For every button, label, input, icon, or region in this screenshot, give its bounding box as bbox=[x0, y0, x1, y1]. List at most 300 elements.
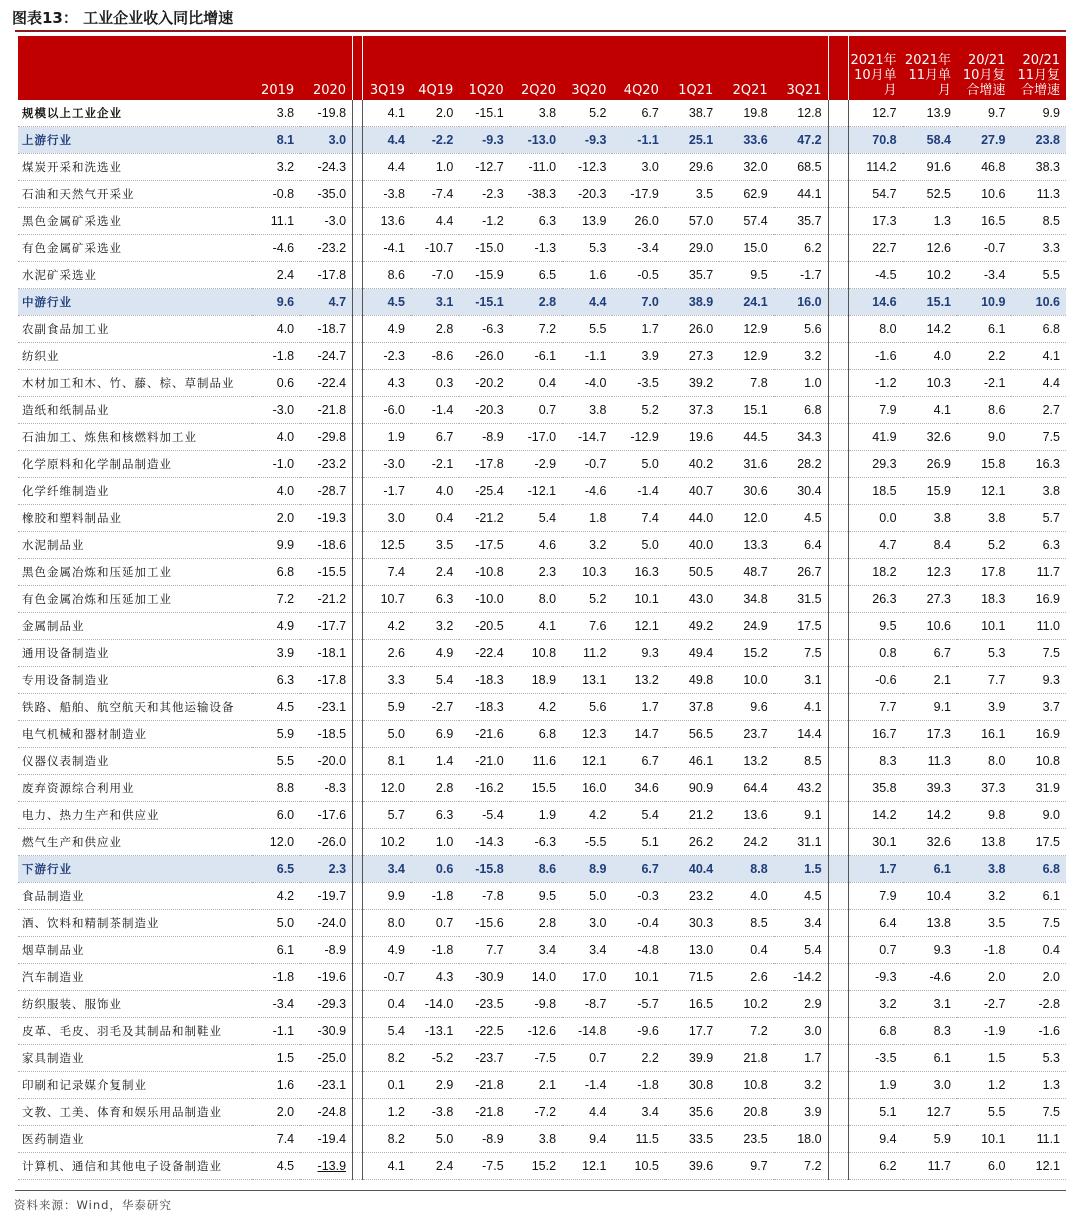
value-cell: -15.1 bbox=[459, 100, 509, 127]
value-cell: 10.1 bbox=[612, 964, 664, 991]
table-row bbox=[18, 667, 1066, 694]
table-row bbox=[18, 478, 1066, 505]
value-cell: -13.0 bbox=[510, 127, 562, 154]
column-separator bbox=[353, 1153, 363, 1180]
row-label: 通用设备制造业 bbox=[18, 640, 252, 667]
value-cell: -0.8 bbox=[252, 181, 300, 208]
row-label: 专用设备制造业 bbox=[18, 667, 252, 694]
value-cell: 23.2 bbox=[665, 883, 719, 910]
value-cell: -15.8 bbox=[459, 856, 509, 883]
value-cell: 16.5 bbox=[957, 208, 1011, 235]
value-cell: 6.9 bbox=[411, 721, 459, 748]
value-cell: -1.8 bbox=[957, 937, 1011, 964]
value-cell: 9.3 bbox=[612, 640, 664, 667]
value-cell: 10.3 bbox=[903, 370, 957, 397]
table-row bbox=[18, 316, 1066, 343]
value-cell: -21.6 bbox=[459, 721, 509, 748]
row-label: 下游行业 bbox=[18, 856, 252, 883]
value-cell: 5.4 bbox=[510, 505, 562, 532]
column-header: 2021年10月单月 bbox=[848, 36, 902, 100]
value-cell: 4.1 bbox=[363, 100, 411, 127]
value-cell: 26.0 bbox=[612, 208, 664, 235]
value-cell: 13.2 bbox=[719, 748, 773, 775]
value-cell: 26.7 bbox=[774, 559, 828, 586]
column-separator bbox=[353, 343, 363, 370]
value-cell: 6.1 bbox=[1011, 883, 1066, 910]
value-cell: 49.8 bbox=[665, 667, 719, 694]
value-cell: 35.8 bbox=[848, 775, 902, 802]
column-separator bbox=[828, 1099, 848, 1126]
value-cell: 31.1 bbox=[774, 829, 828, 856]
value-cell: 39.3 bbox=[903, 775, 957, 802]
value-cell: 4.7 bbox=[300, 289, 352, 316]
value-cell: 37.3 bbox=[665, 397, 719, 424]
table-row bbox=[18, 910, 1066, 937]
value-cell: -18.6 bbox=[300, 532, 352, 559]
value-cell: 37.8 bbox=[665, 694, 719, 721]
value-cell: 57.4 bbox=[719, 208, 773, 235]
value-cell: -21.2 bbox=[300, 586, 352, 613]
value-cell: 3.8 bbox=[510, 100, 562, 127]
value-cell: -17.7 bbox=[300, 613, 352, 640]
value-cell: 4.5 bbox=[363, 289, 411, 316]
value-cell: 40.0 bbox=[665, 532, 719, 559]
row-label: 农副食品加工业 bbox=[18, 316, 252, 343]
value-cell: 5.9 bbox=[903, 1126, 957, 1153]
column-separator bbox=[353, 1072, 363, 1099]
value-cell: 2.0 bbox=[411, 100, 459, 127]
table-row bbox=[18, 451, 1066, 478]
column-separator bbox=[353, 424, 363, 451]
column-separator bbox=[828, 937, 848, 964]
value-cell: 8.5 bbox=[719, 910, 773, 937]
value-cell: 5.1 bbox=[612, 829, 664, 856]
value-cell: -15.5 bbox=[300, 559, 352, 586]
row-label: 汽车制造业 bbox=[18, 964, 252, 991]
value-cell: 5.2 bbox=[612, 397, 664, 424]
value-cell: 3.5 bbox=[411, 532, 459, 559]
value-cell: -6.0 bbox=[363, 397, 411, 424]
value-cell: 6.8 bbox=[252, 559, 300, 586]
column-separator bbox=[353, 559, 363, 586]
row-label: 橡胶和塑料制品业 bbox=[18, 505, 252, 532]
value-cell: 4.4 bbox=[562, 1099, 612, 1126]
value-cell: -20.3 bbox=[459, 397, 509, 424]
value-cell: -5.2 bbox=[411, 1045, 459, 1072]
value-cell: 9.6 bbox=[252, 289, 300, 316]
value-cell: 3.2 bbox=[562, 532, 612, 559]
value-cell: 10.4 bbox=[903, 883, 957, 910]
value-cell: 1.6 bbox=[562, 262, 612, 289]
value-cell: -4.1 bbox=[363, 235, 411, 262]
value-cell: 2.0 bbox=[252, 505, 300, 532]
value-cell: 0.7 bbox=[510, 397, 562, 424]
value-cell: -0.3 bbox=[612, 883, 664, 910]
value-cell: 6.1 bbox=[903, 1045, 957, 1072]
column-separator bbox=[353, 883, 363, 910]
value-cell: 1.3 bbox=[1011, 1072, 1066, 1099]
value-cell: 4.4 bbox=[562, 289, 612, 316]
value-cell: 7.7 bbox=[848, 694, 902, 721]
value-cell: 16.9 bbox=[1011, 721, 1066, 748]
value-cell: 4.0 bbox=[411, 478, 459, 505]
group-row bbox=[18, 856, 1066, 883]
value-cell: 10.2 bbox=[363, 829, 411, 856]
value-cell: 6.7 bbox=[411, 424, 459, 451]
value-cell: 5.0 bbox=[411, 1126, 459, 1153]
value-cell: -12.7 bbox=[459, 154, 509, 181]
value-cell: 9.6 bbox=[719, 694, 773, 721]
value-cell: -1.6 bbox=[848, 343, 902, 370]
value-cell: 6.3 bbox=[411, 586, 459, 613]
value-cell: 40.2 bbox=[665, 451, 719, 478]
value-cell: 14.2 bbox=[903, 316, 957, 343]
value-cell: 1.2 bbox=[363, 1099, 411, 1126]
value-cell: -4.6 bbox=[252, 235, 300, 262]
value-cell: -29.8 bbox=[300, 424, 352, 451]
column-header: 3Q21 bbox=[774, 36, 828, 100]
column-separator bbox=[828, 424, 848, 451]
column-separator bbox=[353, 532, 363, 559]
value-cell: 3.8 bbox=[903, 505, 957, 532]
value-cell: 14.2 bbox=[848, 802, 902, 829]
value-cell: 3.0 bbox=[903, 1072, 957, 1099]
value-cell: 90.9 bbox=[665, 775, 719, 802]
value-cell: 9.9 bbox=[252, 532, 300, 559]
value-cell: -15.9 bbox=[459, 262, 509, 289]
column-separator bbox=[828, 829, 848, 856]
value-cell: -1.1 bbox=[562, 343, 612, 370]
value-cell: -20.2 bbox=[459, 370, 509, 397]
value-cell: 1.3 bbox=[903, 208, 957, 235]
value-cell: 34.6 bbox=[612, 775, 664, 802]
value-cell: 16.3 bbox=[612, 559, 664, 586]
value-cell: -3.4 bbox=[252, 991, 300, 1018]
value-cell: 32.0 bbox=[719, 154, 773, 181]
value-cell: 4.2 bbox=[510, 694, 562, 721]
value-cell: -3.4 bbox=[957, 262, 1011, 289]
value-cell: -13.9 bbox=[300, 1153, 352, 1180]
value-cell: 3.0 bbox=[363, 505, 411, 532]
value-cell: -10.7 bbox=[411, 235, 459, 262]
value-cell: 14.4 bbox=[774, 721, 828, 748]
value-cell: 12.5 bbox=[363, 532, 411, 559]
value-cell: -14.3 bbox=[459, 829, 509, 856]
value-cell: 1.4 bbox=[411, 748, 459, 775]
value-cell: 8.3 bbox=[903, 1018, 957, 1045]
row-label: 家具制造业 bbox=[18, 1045, 252, 1072]
value-cell: -6.3 bbox=[510, 829, 562, 856]
value-cell: 7.6 bbox=[562, 613, 612, 640]
value-cell: 21.2 bbox=[665, 802, 719, 829]
value-cell: -20.0 bbox=[300, 748, 352, 775]
value-cell: 4.6 bbox=[510, 532, 562, 559]
value-cell: -14.2 bbox=[774, 964, 828, 991]
value-cell: -19.3 bbox=[300, 505, 352, 532]
value-cell: 39.6 bbox=[665, 1153, 719, 1180]
value-cell: 8.5 bbox=[774, 748, 828, 775]
row-label: 有色金属矿采选业 bbox=[18, 235, 252, 262]
value-cell: 35.7 bbox=[774, 208, 828, 235]
value-cell: -15.1 bbox=[459, 289, 509, 316]
value-cell: 2.6 bbox=[363, 640, 411, 667]
value-cell: 12.7 bbox=[903, 1099, 957, 1126]
value-cell: 1.5 bbox=[957, 1045, 1011, 1072]
value-cell: 2.4 bbox=[411, 559, 459, 586]
value-cell: 4.1 bbox=[774, 694, 828, 721]
value-cell: 40.7 bbox=[665, 478, 719, 505]
column-separator bbox=[353, 613, 363, 640]
value-cell: 5.2 bbox=[562, 586, 612, 613]
header-row bbox=[18, 36, 1066, 100]
value-cell: 12.0 bbox=[363, 775, 411, 802]
value-cell: 4.9 bbox=[252, 613, 300, 640]
value-cell: 4.0 bbox=[252, 478, 300, 505]
row-label: 仪器仪表制造业 bbox=[18, 748, 252, 775]
value-cell: 44.5 bbox=[719, 424, 773, 451]
column-separator bbox=[353, 856, 363, 883]
value-cell: 9.5 bbox=[848, 613, 902, 640]
value-cell: 20.8 bbox=[719, 1099, 773, 1126]
value-cell: 43.2 bbox=[774, 775, 828, 802]
row-label: 铁路、船舶、航空航天和其他运输设备 bbox=[18, 694, 252, 721]
value-cell: -12.6 bbox=[510, 1018, 562, 1045]
value-cell: -19.7 bbox=[300, 883, 352, 910]
value-cell: -8.7 bbox=[562, 991, 612, 1018]
value-cell: 9.9 bbox=[363, 883, 411, 910]
value-cell: 68.5 bbox=[774, 154, 828, 181]
value-cell: 3.9 bbox=[774, 1099, 828, 1126]
value-cell: 3.0 bbox=[774, 1018, 828, 1045]
value-cell: 3.5 bbox=[665, 181, 719, 208]
row-label: 纺织业 bbox=[18, 343, 252, 370]
value-cell: 2.3 bbox=[300, 856, 352, 883]
column-separator bbox=[353, 36, 363, 100]
value-cell: 46.8 bbox=[957, 154, 1011, 181]
value-cell: 0.4 bbox=[1011, 937, 1066, 964]
value-cell: 10.6 bbox=[1011, 289, 1066, 316]
source-note: 资料来源：Wind，华泰研究 bbox=[14, 1198, 172, 1212]
value-cell: 18.3 bbox=[957, 586, 1011, 613]
value-cell: 6.1 bbox=[903, 856, 957, 883]
value-cell: 6.1 bbox=[957, 316, 1011, 343]
value-cell: 39.9 bbox=[665, 1045, 719, 1072]
value-cell: 26.9 bbox=[903, 451, 957, 478]
table-row bbox=[18, 802, 1066, 829]
value-cell: 17.5 bbox=[774, 613, 828, 640]
value-cell: 18.0 bbox=[774, 1126, 828, 1153]
value-cell: 2.2 bbox=[612, 1045, 664, 1072]
value-cell: -30.9 bbox=[300, 1018, 352, 1045]
value-cell: -1.8 bbox=[252, 343, 300, 370]
value-cell: 2.6 bbox=[719, 964, 773, 991]
value-cell: -1.9 bbox=[957, 1018, 1011, 1045]
value-cell: 7.7 bbox=[957, 667, 1011, 694]
value-cell: 9.1 bbox=[774, 802, 828, 829]
value-cell: 7.7 bbox=[459, 937, 509, 964]
value-cell: -15.0 bbox=[459, 235, 509, 262]
value-cell: 4.9 bbox=[363, 937, 411, 964]
value-cell: 15.1 bbox=[719, 397, 773, 424]
value-cell: 5.0 bbox=[612, 532, 664, 559]
value-cell: 13.8 bbox=[957, 829, 1011, 856]
value-cell: 6.2 bbox=[848, 1153, 902, 1180]
value-cell: 6.0 bbox=[252, 802, 300, 829]
column-header: 3Q19 bbox=[363, 36, 411, 100]
value-cell: 12.1 bbox=[1011, 1153, 1066, 1180]
value-cell: 26.2 bbox=[665, 829, 719, 856]
value-cell: 2.7 bbox=[1011, 397, 1066, 424]
value-cell: 3.2 bbox=[774, 1072, 828, 1099]
value-cell: 3.1 bbox=[774, 667, 828, 694]
column-header: 2019 bbox=[252, 36, 300, 100]
value-cell: -21.8 bbox=[459, 1099, 509, 1126]
value-cell: 52.5 bbox=[903, 181, 957, 208]
value-cell: 4.5 bbox=[774, 505, 828, 532]
value-cell: 3.9 bbox=[957, 694, 1011, 721]
value-cell: 7.4 bbox=[252, 1126, 300, 1153]
value-cell: -1.7 bbox=[363, 478, 411, 505]
row-label: 食品制造业 bbox=[18, 883, 252, 910]
value-cell: 6.3 bbox=[1011, 532, 1066, 559]
value-cell: -0.7 bbox=[363, 964, 411, 991]
value-cell: 30.1 bbox=[848, 829, 902, 856]
value-cell: 6.8 bbox=[848, 1018, 902, 1045]
value-cell: 57.0 bbox=[665, 208, 719, 235]
value-cell: 46.1 bbox=[665, 748, 719, 775]
value-cell: 17.5 bbox=[1011, 829, 1066, 856]
column-separator bbox=[828, 208, 848, 235]
value-cell: 16.9 bbox=[1011, 586, 1066, 613]
value-cell: 18.2 bbox=[848, 559, 902, 586]
value-cell: -22.5 bbox=[459, 1018, 509, 1045]
column-separator bbox=[353, 316, 363, 343]
column-separator bbox=[353, 181, 363, 208]
value-cell: 28.2 bbox=[774, 451, 828, 478]
value-cell: 1.5 bbox=[252, 1045, 300, 1072]
column-separator bbox=[828, 883, 848, 910]
table-row bbox=[18, 235, 1066, 262]
row-label: 电力、热力生产和供应业 bbox=[18, 802, 252, 829]
value-cell: 15.9 bbox=[903, 478, 957, 505]
value-cell: 8.0 bbox=[957, 748, 1011, 775]
value-cell: 5.0 bbox=[363, 721, 411, 748]
column-separator bbox=[828, 181, 848, 208]
value-cell: 9.0 bbox=[1011, 802, 1066, 829]
value-cell: -3.5 bbox=[848, 1045, 902, 1072]
value-cell: 2.8 bbox=[510, 289, 562, 316]
row-label: 规模以上工业企业 bbox=[18, 100, 252, 127]
value-cell: 0.0 bbox=[848, 505, 902, 532]
value-cell: 3.2 bbox=[848, 991, 902, 1018]
value-cell: 9.3 bbox=[903, 937, 957, 964]
column-separator bbox=[828, 1018, 848, 1045]
column-header: 2Q21 bbox=[719, 36, 773, 100]
value-cell: -16.2 bbox=[459, 775, 509, 802]
value-cell: -1.7 bbox=[774, 262, 828, 289]
column-separator bbox=[828, 910, 848, 937]
value-cell: 4.3 bbox=[411, 964, 459, 991]
value-cell: 3.4 bbox=[774, 910, 828, 937]
column-separator bbox=[828, 343, 848, 370]
value-cell: 33.5 bbox=[665, 1126, 719, 1153]
value-cell: 6.8 bbox=[774, 397, 828, 424]
value-cell: -3.5 bbox=[612, 370, 664, 397]
value-cell: -1.3 bbox=[510, 235, 562, 262]
value-cell: 7.5 bbox=[1011, 1099, 1066, 1126]
value-cell: 1.9 bbox=[363, 424, 411, 451]
value-cell: 3.8 bbox=[957, 856, 1011, 883]
value-cell: 31.9 bbox=[1011, 775, 1066, 802]
value-cell: 12.0 bbox=[719, 505, 773, 532]
value-cell: 5.4 bbox=[363, 1018, 411, 1045]
value-cell: -7.5 bbox=[459, 1153, 509, 1180]
value-cell: 13.2 bbox=[612, 667, 664, 694]
value-cell: -19.6 bbox=[300, 964, 352, 991]
row-label: 化学原料和化学制品制造业 bbox=[18, 451, 252, 478]
column-separator bbox=[353, 910, 363, 937]
value-cell: -20.3 bbox=[562, 181, 612, 208]
value-cell: -3.0 bbox=[363, 451, 411, 478]
value-cell: 0.4 bbox=[411, 505, 459, 532]
value-cell: 38.3 bbox=[1011, 154, 1066, 181]
column-separator bbox=[353, 370, 363, 397]
chart-title: 图表13： 工业企业收入同比增速 bbox=[12, 9, 234, 27]
value-cell: 10.2 bbox=[903, 262, 957, 289]
value-cell: 6.7 bbox=[612, 100, 664, 127]
value-cell: 2.9 bbox=[411, 1072, 459, 1099]
value-cell: 13.6 bbox=[363, 208, 411, 235]
row-label: 中游行业 bbox=[18, 289, 252, 316]
value-cell: 4.0 bbox=[252, 316, 300, 343]
column-separator bbox=[828, 289, 848, 316]
row-label: 石油和天然气开采业 bbox=[18, 181, 252, 208]
value-cell: 21.8 bbox=[719, 1045, 773, 1072]
value-cell: 6.8 bbox=[510, 721, 562, 748]
value-cell: 13.3 bbox=[719, 532, 773, 559]
value-cell: 4.4 bbox=[363, 127, 411, 154]
value-cell: 17.7 bbox=[665, 1018, 719, 1045]
value-cell: 1.9 bbox=[510, 802, 562, 829]
value-cell: 5.0 bbox=[562, 883, 612, 910]
value-cell: 3.8 bbox=[957, 505, 1011, 532]
value-cell: 10.9 bbox=[957, 289, 1011, 316]
value-cell: 17.8 bbox=[957, 559, 1011, 586]
value-cell: -17.8 bbox=[300, 667, 352, 694]
table-row bbox=[18, 1126, 1066, 1153]
column-separator bbox=[353, 1018, 363, 1045]
value-cell: 5.2 bbox=[562, 100, 612, 127]
value-cell: 12.3 bbox=[903, 559, 957, 586]
column-header: 4Q20 bbox=[612, 36, 664, 100]
table-row bbox=[18, 559, 1066, 586]
row-label: 石油加工、炼焦和核燃料加工业 bbox=[18, 424, 252, 451]
column-separator bbox=[353, 586, 363, 613]
value-cell: 1.7 bbox=[612, 694, 664, 721]
value-cell: -25.4 bbox=[459, 478, 509, 505]
value-cell: 62.9 bbox=[719, 181, 773, 208]
value-cell: 33.6 bbox=[719, 127, 773, 154]
value-cell: -7.4 bbox=[411, 181, 459, 208]
value-cell: 8.0 bbox=[848, 316, 902, 343]
value-cell: 11.6 bbox=[510, 748, 562, 775]
value-cell: 9.7 bbox=[719, 1153, 773, 1180]
value-cell: 16.1 bbox=[957, 721, 1011, 748]
column-header: 2Q20 bbox=[510, 36, 562, 100]
value-cell: 32.6 bbox=[903, 424, 957, 451]
value-cell: 4.4 bbox=[363, 154, 411, 181]
value-cell: 39.2 bbox=[665, 370, 719, 397]
